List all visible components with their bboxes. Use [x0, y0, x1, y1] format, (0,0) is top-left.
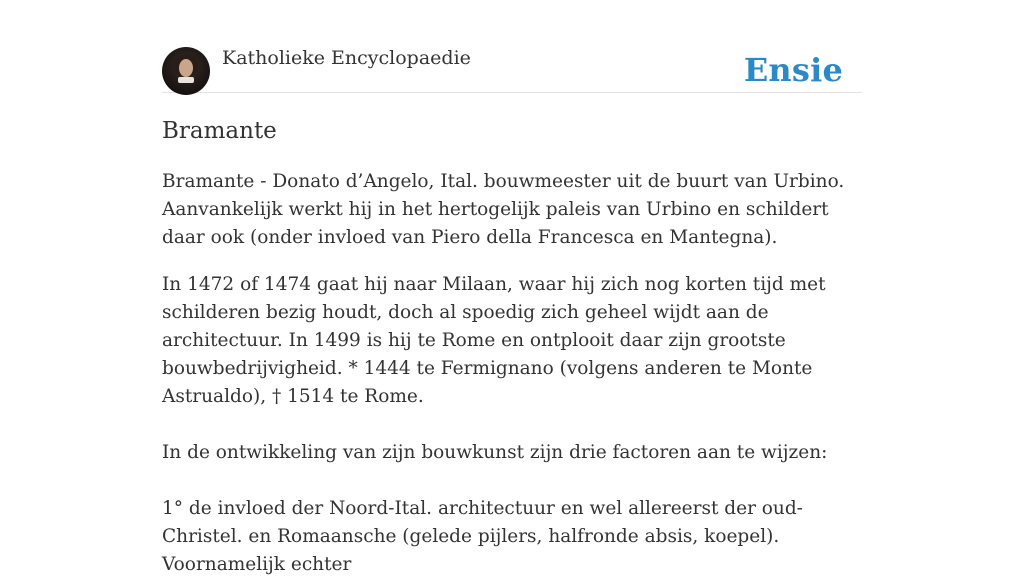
page-title: Bramante [162, 118, 277, 144]
page [162, 0, 862, 575]
site-name-link[interactable]: Katholieke Encyclopaedie [222, 47, 471, 69]
paragraph-spacer [162, 411, 862, 439]
article-paragraph: In de ontwikkeling van zijn bouwkunst zijn drie factoren aan te wijzen: [162, 442, 828, 463]
article-paragraph: 1° de invloed der Noord-Ital. architectuur en wel allereerst der oud-Christel. en Romaansche (gelede pijlers, halfronde absis, koepel). Voornamelijk echter [162, 498, 803, 575]
article-body [162, 168, 862, 579]
article-paragraph: Bramante - Donato d’Angelo, Ital. bouwmeester uit de buurt van Urbino. Aanvankelijk werkt hij in het hertogelijk paleis van Urbino en schildert daar ook (onder invloed van Piero della Francesca en Mantegna). [162, 171, 845, 248]
avatar-collar [178, 77, 194, 83]
avatar-face [179, 59, 193, 77]
avatar[interactable] [162, 47, 210, 95]
paragraph-spacer [162, 467, 862, 495]
site-header [162, 0, 862, 93]
brand-logo-link[interactable]: Ensie [743, 51, 843, 89]
article-paragraph: In 1472 of 1474 gaat hij naar Milaan, waar hij zich nog korten tijd met schilderen bezig houdt, doch al spoedig zich geheel wijdt aan de architectuur. In 1499 is hij te Rome en ontplooit daar zijn grootste bouwbedrijvigheid. * 1444 te Fermignano (volgens anderen te Monte Astrualdo), † 1514 te Rome. [162, 274, 826, 407]
